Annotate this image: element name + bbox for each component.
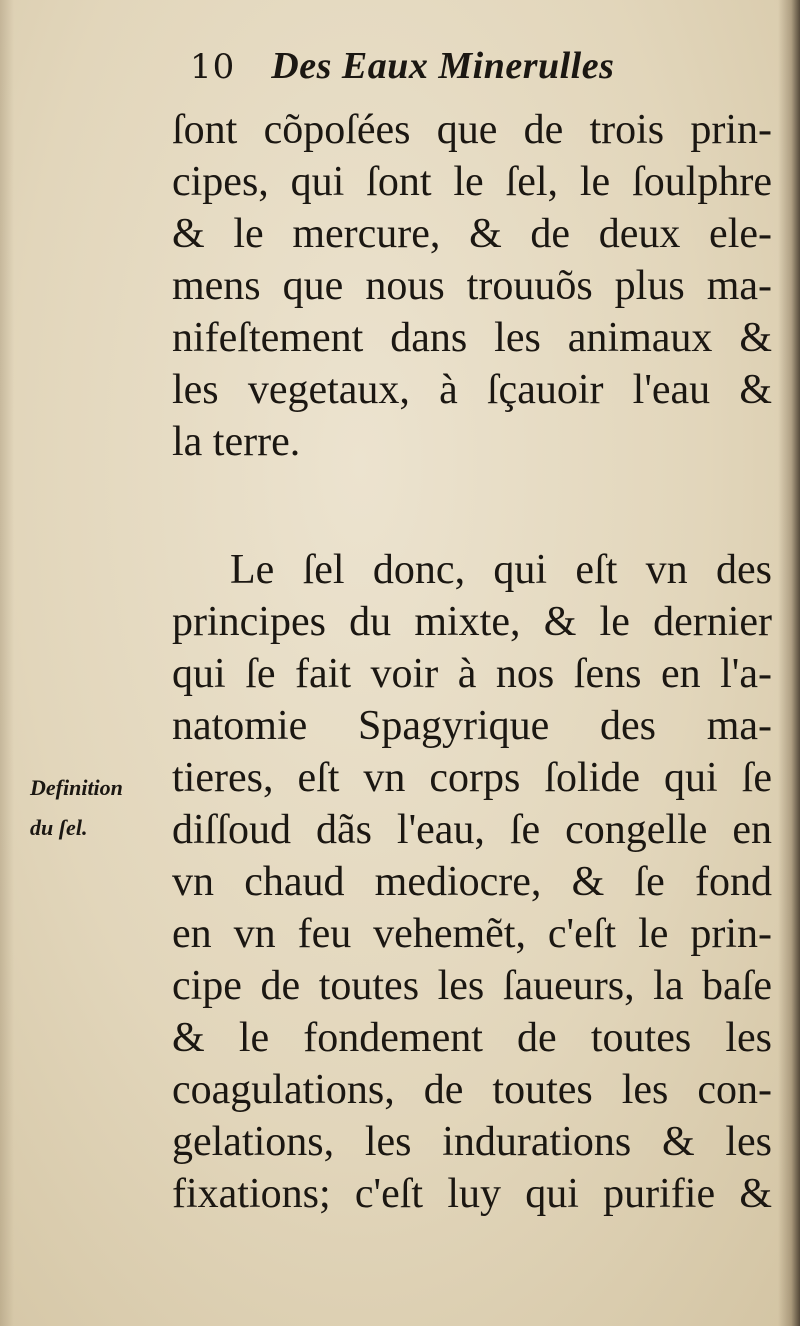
text-line: & le fondement de toutes les bbox=[172, 1015, 772, 1061]
page-gutter-shadow bbox=[0, 0, 14, 1326]
text-line: ſont cõpoſées que de trois prin- bbox=[172, 107, 772, 153]
page-number: 10 bbox=[190, 47, 236, 87]
text-line: gelations, les indurations & les bbox=[172, 1119, 772, 1165]
text-line: diſſoud dãs l'eau, ſe congelle en bbox=[172, 807, 772, 853]
text-line: qui ſe fait voir à nos ſens en l'a- bbox=[172, 651, 772, 697]
marginal-note-line: du ſel. bbox=[30, 815, 88, 840]
text-line: fixations; c'eſt luy qui purifie & bbox=[172, 1171, 772, 1217]
text-line: tieres, eſt vn corps ſolide qui ſe bbox=[172, 755, 772, 801]
text-line: principes du mixte, & le dernier bbox=[172, 599, 772, 645]
text-line: Le ſel donc, qui eſt vn des bbox=[230, 547, 772, 593]
text-line: les vegetaux, à ſçauoir l'eau & bbox=[172, 367, 772, 413]
marginal-note bbox=[30, 768, 158, 848]
paragraph-2 bbox=[172, 544, 772, 1220]
text-line: coagulations, de toutes les con- bbox=[172, 1067, 772, 1113]
text-line: natomie Spagyrique des ma- bbox=[172, 703, 772, 749]
running-head bbox=[190, 44, 614, 94]
text-line: mens que nous trouuõs plus ma- bbox=[172, 263, 772, 309]
text-line: en vn feu vehemẽt, c'eſt le prin- bbox=[172, 911, 772, 957]
text-line: cipes, qui ſont le ſel, le ſoulphre bbox=[172, 159, 772, 205]
paragraph-1 bbox=[172, 104, 772, 468]
running-title: Des Eaux Minerulles bbox=[271, 45, 615, 87]
text-line: cipe de toutes les ſaueurs, la baſe bbox=[172, 963, 772, 1009]
text-line: la terre. bbox=[172, 419, 301, 465]
text-line: nifeſtement dans les animaux & bbox=[172, 315, 772, 361]
marginal-note-line: Definition bbox=[30, 775, 123, 800]
page-edge-shadow bbox=[778, 0, 800, 1326]
text-line: & le mercure, & de deux ele- bbox=[172, 211, 772, 257]
text-line: vn chaud mediocre, & ſe fond bbox=[172, 859, 772, 905]
